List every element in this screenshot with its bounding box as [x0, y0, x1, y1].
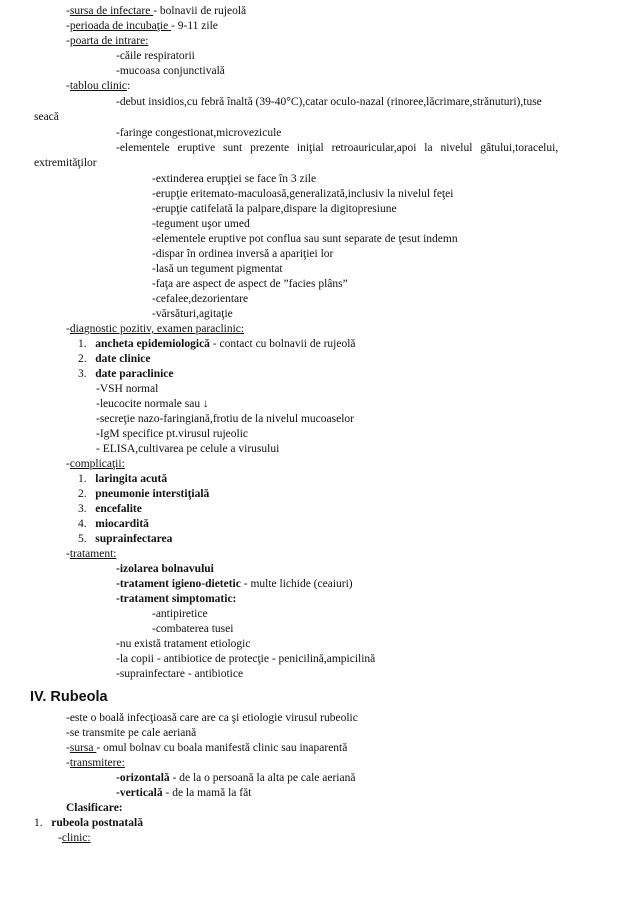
numbered-item: 3. encefalite — [78, 503, 142, 515]
text-line: -lasă un tegument pigmentat — [152, 263, 283, 275]
text-line: -VSH normal — [96, 383, 159, 395]
numbered-item: 3. date paraclinice — [78, 368, 174, 380]
text-line: -tratament simptomatic: — [116, 593, 237, 605]
text-line: -orizontală - de la o persoană la alta pe cale aeriană — [116, 772, 356, 784]
text-line: -tablou clinic: — [66, 80, 131, 92]
numbered-item: 1. laringita acută — [78, 473, 168, 485]
text-line: - ELISA,cultivarea pe celule a virusului — [96, 443, 280, 455]
text-line: -faţa are aspect de aspect de ”facies plâns” — [152, 278, 348, 290]
text-line: -extinderea erupţiei se face în 3 zile — [152, 173, 317, 185]
text-line: -sursa - omul bolnav cu boala manifestă clinic sau inaparentă — [66, 742, 348, 754]
text-line: -debut insidios,cu febră înaltă (39-40°C),catar oculo-nazal (rinoree,lăcrimare,strănuturi),tuse — [116, 96, 542, 108]
text-line: -izolarea bolnavului — [116, 563, 214, 575]
text-line: -suprainfectare - antibiotice — [116, 668, 244, 680]
text-line: -perioada de incubaţie - 9-11 zile — [66, 20, 218, 32]
text-line: -căile respiratorii — [116, 50, 195, 62]
text-line: -diagnostic pozitiv, examen paraclinic: — [66, 323, 245, 335]
text-line: -la copii - antibiotice de protecţie - penicilină,ampicilină — [116, 653, 376, 665]
text-line: -complicaţii: — [66, 458, 125, 470]
text-line: -erupţie eritemato-maculoasă,generalizată,inclusiv la nivelul feţei — [152, 188, 454, 200]
text-line: -verticală - de la mamă la făt — [116, 787, 252, 799]
text-line: -leucocite normale sau ↓ — [96, 398, 209, 410]
text-line: -elementele eruptive pot conflua sau sunt separate de ţesut indemn — [152, 233, 458, 245]
text-line: -tratament: — [66, 548, 117, 560]
text-line: -tratament igieno-dietetic - multe lichide (ceaiuri) — [116, 578, 353, 590]
numbered-item: 1. ancheta epidemiologică - contact cu bolnavii de rujeolă — [78, 338, 356, 350]
numbered-item: 4. miocardită — [78, 518, 149, 530]
numbered-item: 2. date clinice — [78, 353, 151, 365]
numbered-item: 5. suprainfectarea — [78, 533, 173, 545]
text-line: -vărsături,agitaţie — [152, 308, 233, 320]
numbered-item: 1. rubeola postnatală — [34, 817, 143, 829]
text-line: Clasificare: — [66, 802, 123, 814]
text-line: -elementele eruptive sunt prezente iniţial retroauricular,apoi la nivelul gâtului,toracelui, — [116, 142, 559, 154]
text-line: -antipiretice — [152, 608, 208, 620]
text-line: -erupţie catifelată la palpare,dispare la digitopresiune — [152, 203, 397, 215]
text-line: -combaterea tusei — [152, 623, 234, 635]
text-line: -clinic: — [58, 832, 91, 844]
text-line: -secreţie nazo-faringiană,frotiu de la nivelul mucoaselor — [96, 413, 354, 425]
text-line: -tegument uşor umed — [152, 218, 250, 230]
text-line: -este o boală infecţioasă care are ca şi etiologie virusul rubeolic — [66, 712, 358, 724]
text-line: -sursa de infectare - bolnavii de rujeolă — [66, 5, 247, 17]
text-line: seacă — [34, 111, 59, 123]
text-line: extremităţilor — [34, 157, 97, 169]
text-line: -dispar în ordinea inversă a apariţiei lor — [152, 248, 334, 260]
text-line: -poarta de intrare: — [66, 35, 149, 47]
text-line: -mucoasa conjunctivală — [116, 65, 225, 77]
text-line: -nu există tratament etiologic — [116, 638, 251, 650]
text-line: -IgM specifice pt.virusul rujeolic — [96, 428, 249, 440]
numbered-item: 2. pneumonie interstiţială — [78, 488, 210, 500]
text-line: -se transmite pe cale aeriană — [66, 727, 197, 739]
text-line: -faringe congestionat,microvezicule — [116, 127, 282, 139]
text-line: -cefalee,dezorientare — [152, 293, 249, 305]
section-heading: IV. Rubeola — [30, 689, 108, 705]
text-line: -transmitere: — [66, 757, 125, 769]
